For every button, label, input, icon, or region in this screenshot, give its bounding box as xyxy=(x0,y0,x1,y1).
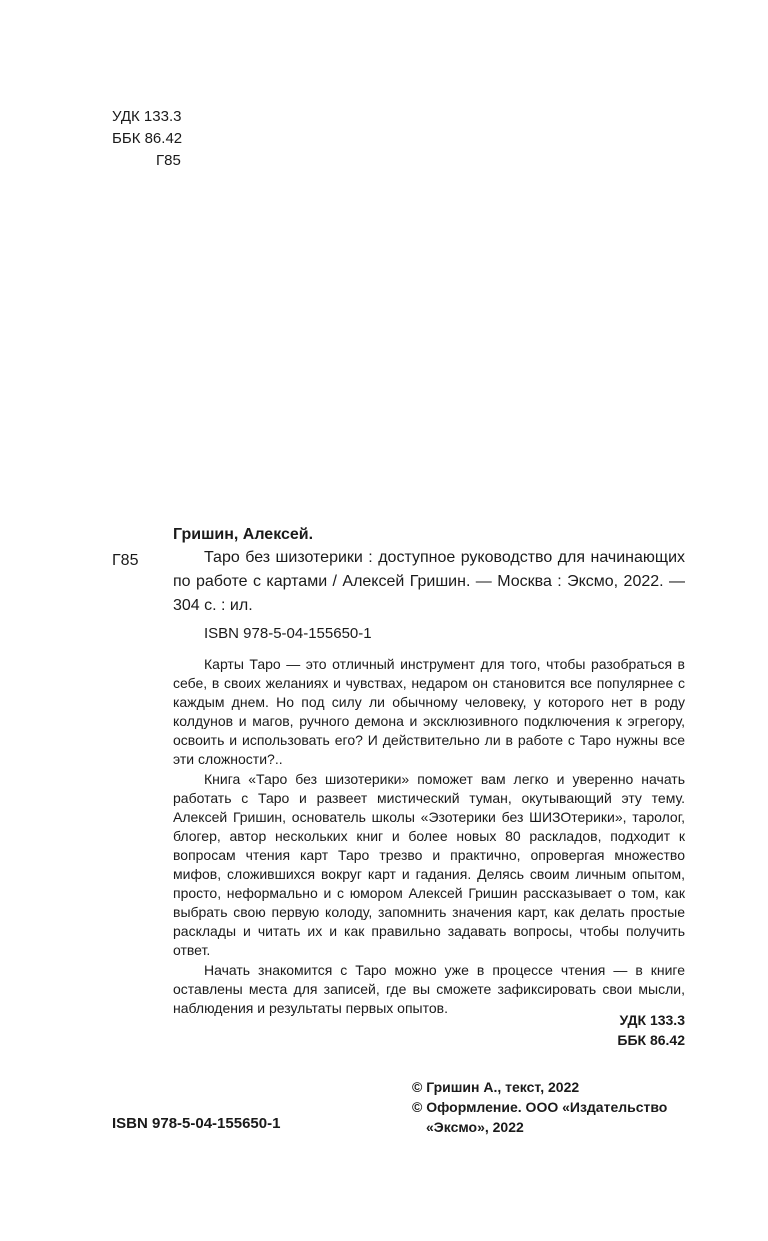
udk-code: УДК 133.3 xyxy=(112,108,182,125)
copyright-block xyxy=(412,1077,667,1137)
bbk-code: ББК 86.42 xyxy=(617,1032,685,1048)
isbn-bottom: ISBN 978-5-04-155650-1 xyxy=(112,1115,281,1132)
classification-top xyxy=(112,106,182,172)
author-mark: Г85 xyxy=(112,552,139,569)
author-heading: Гришин, Алексей. xyxy=(173,526,314,543)
annotation-paragraph: Карты Таро — это отличный инструмент для того, чтобы разобраться в себе, в своих желаниях и чувствах, недаром он становится все популярнее с каждым днем. Но под силу ли обычному человеку, у которого нет в роду колдунов и магов, ручного демона и эксклюзивного подключения к эгрегору, освоить и использовать его? И действительно ли в работе с Таро нужны все эти сложности?.. xyxy=(173,656,685,768)
annotation-paragraph: Начать знакомится с Таро можно уже в процессе чтения — в книге оставлены места для записей, где вы сможете зафиксировать свои мысли, наблюдения и результаты первых опытов. xyxy=(173,961,685,1016)
bbk-code: ББК 86.42 xyxy=(112,130,183,147)
classification-bottom xyxy=(560,1010,685,1050)
copyright-text: © Гришин А., текст, 2022 xyxy=(412,1079,580,1095)
copyright-design: © Оформление. ООО «Издательство xyxy=(412,1099,668,1115)
copyright-design-cont: «Эксмо», 2022 xyxy=(426,1119,524,1135)
author-mark-top: Г85 xyxy=(156,152,181,169)
annotation-paragraph: Книга «Таро без шизотерики» поможет вам легко и уверенно начать работать с Таро и развеет мистический туман, окутывающий эту тему. Алексей Гришин, основатель школы «Эзотерики без ШИЗОтерики», таролог, блогер, автор нескольких книг и более новых 80 раскладов, подходит к вопросам чтения карт Таро трезво и практично, опровергая множество мифов, сложившихся вокруг карт и гадания. Делясь своим личным опытом, просто, неформально и с юмором Алексей Гришин рассказывает о том, как выбрать свою первую колоду, запомнить значения карт, как делать простые расклады и читать их и как правильно задавать вопросы, чтобы получить ответ. xyxy=(173,770,685,959)
title-statement: Таро без шизотерики : доступное руководство для начинающих по работе с картами / Алексей Гришин. — Москва : Эксмо, 2022. — 304 с. : ил. xyxy=(173,549,685,614)
isbn-record: ISBN 978-5-04-155650-1 xyxy=(204,625,372,642)
annotation xyxy=(173,655,685,1018)
udk-code: УДК 133.3 xyxy=(619,1012,685,1028)
